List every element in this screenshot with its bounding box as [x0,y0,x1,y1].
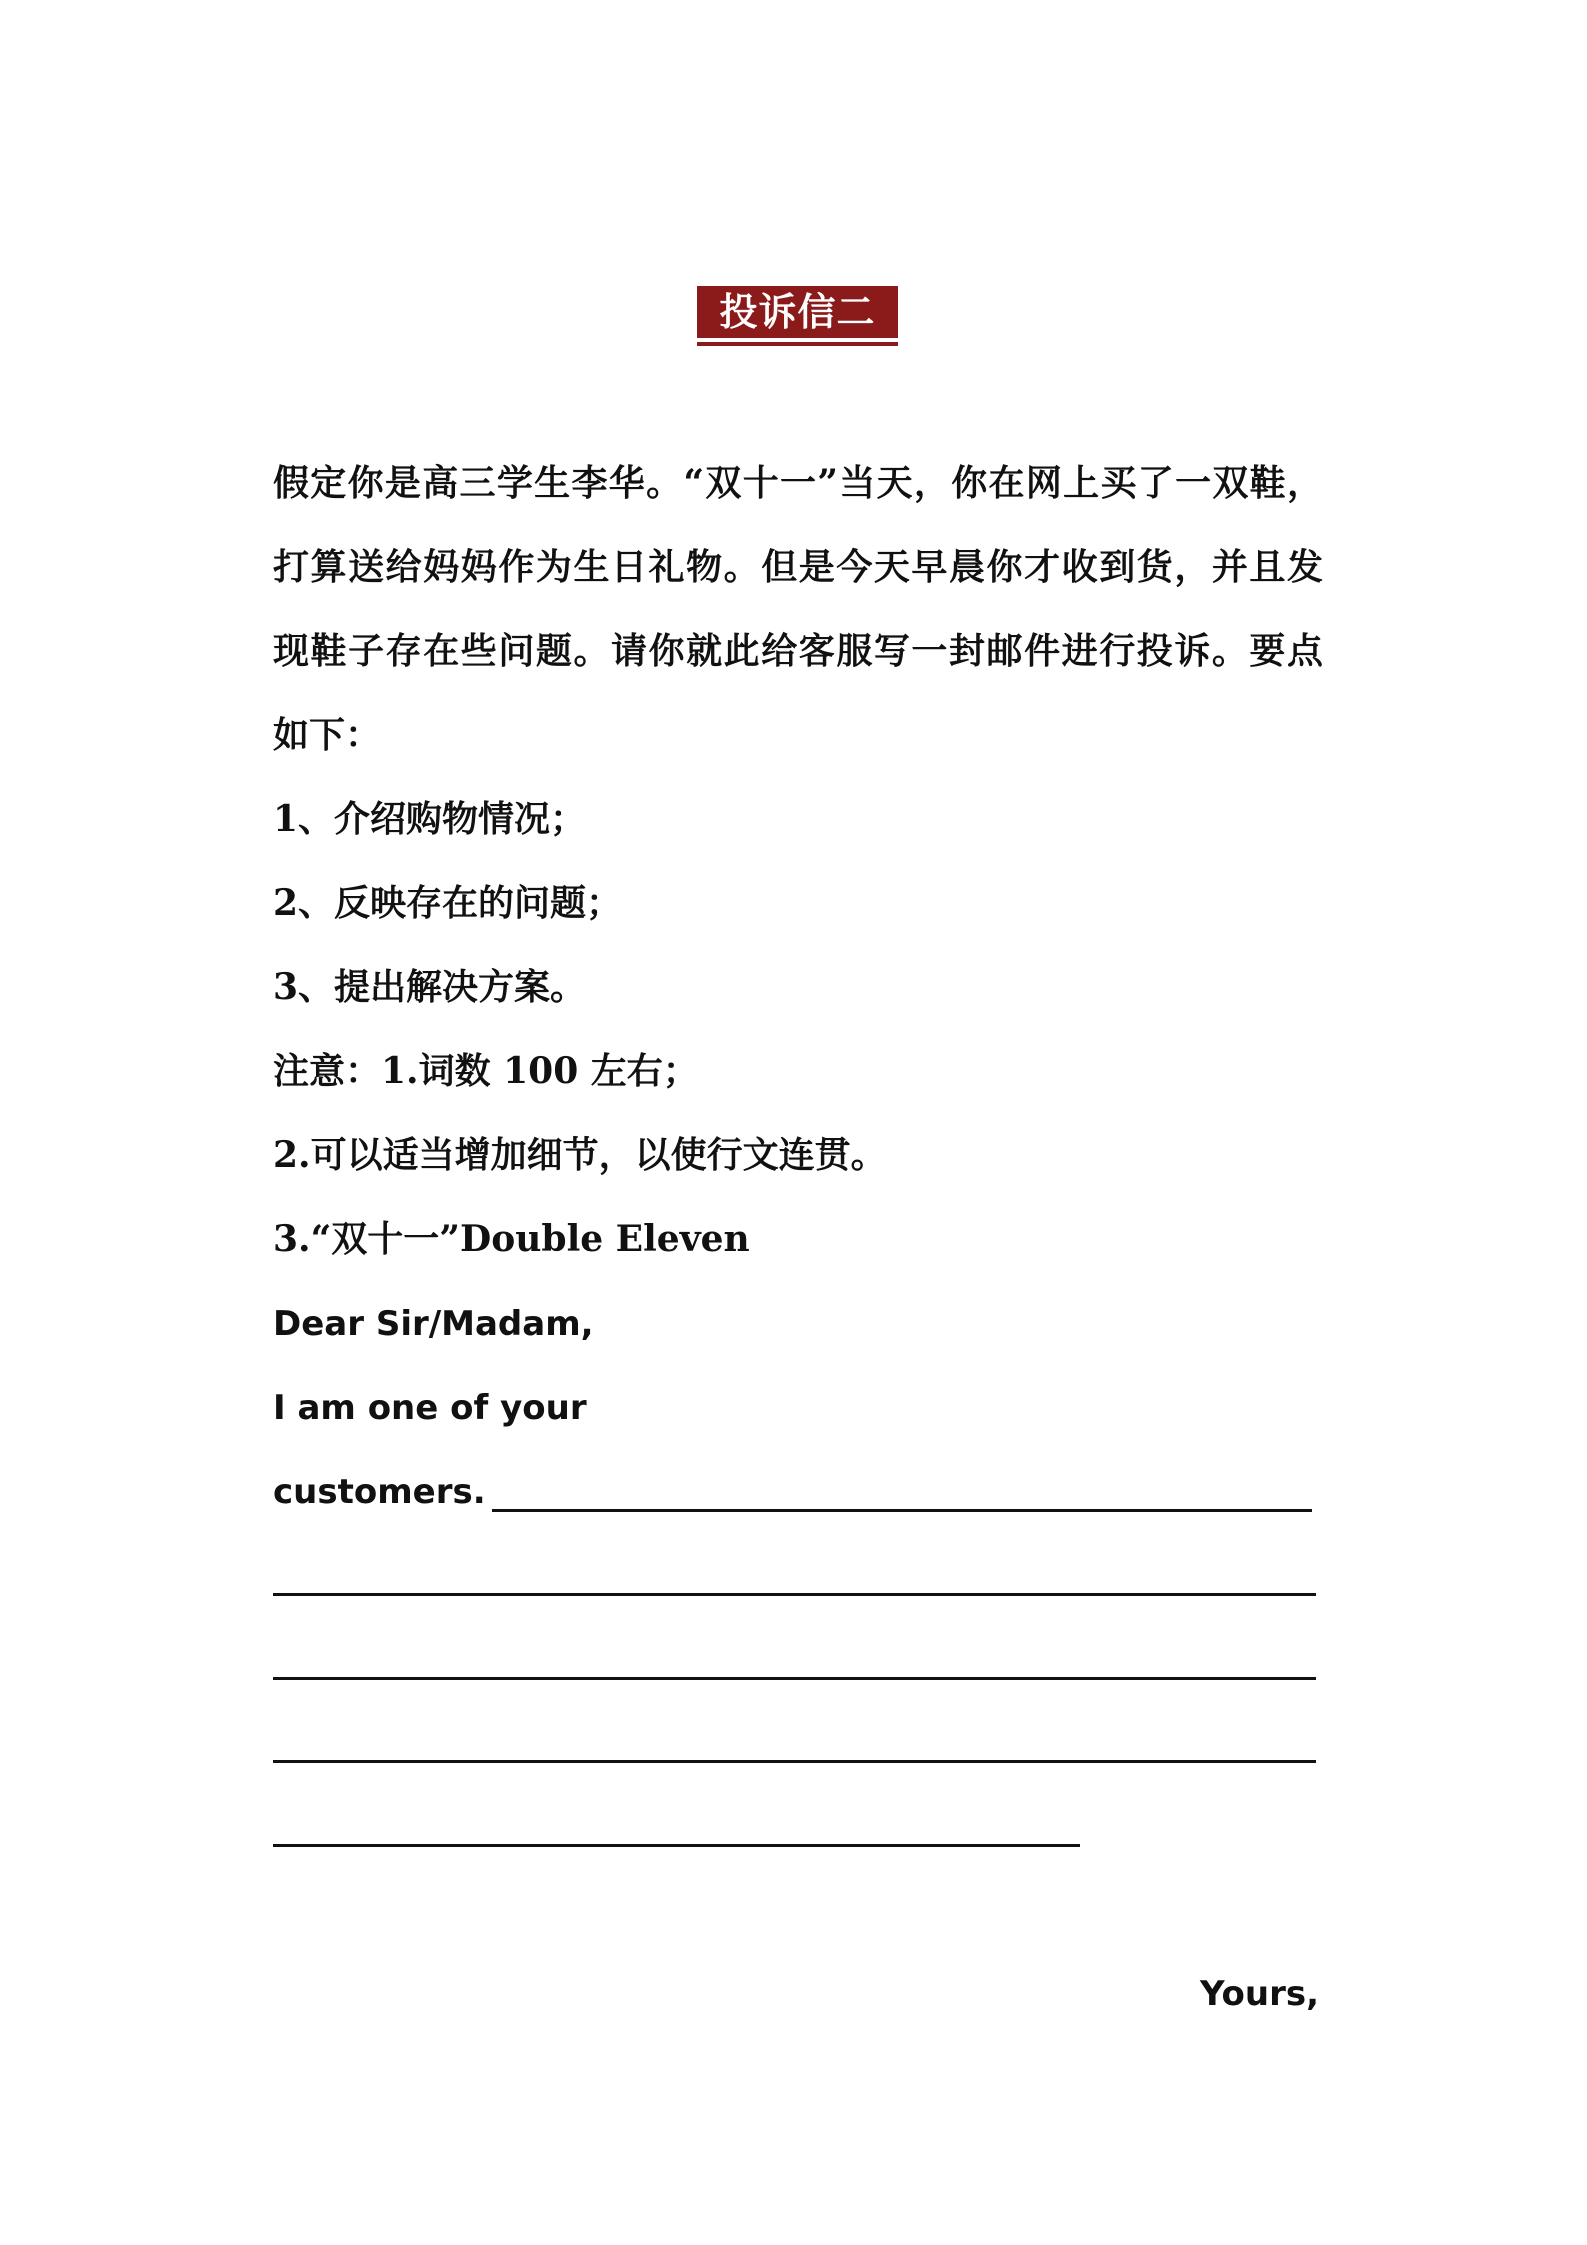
page-title: 投诉信二 [697,286,898,338]
title-underline [697,342,898,346]
opening-line-2: customers. [273,1472,486,1512]
writing-line-4[interactable] [273,1760,1316,1763]
point-3: 3、提出解决方案。 [273,966,587,1008]
title-banner [697,286,898,346]
prompt-line-4: 如下： [273,714,382,756]
prompt-line-1: 假定你是高三学生李华。“双十一”当天，你在网上买了一双鞋， [273,462,1323,504]
prompt-line-3: 现鞋子存在些问题。请你就此给客服写一封邮件进行投诉。要点 [273,630,1323,672]
prompt-line-2: 打算送给妈妈作为生日礼物。但是今天早晨你才收到货，并且发 [273,546,1323,588]
closing: Yours, [1200,1974,1319,2014]
note-3: 3.“双十一”Double Eleven [273,1218,750,1260]
salutation: Dear Sir/Madam, [273,1304,594,1344]
point-2: 2、反映存在的问题； [273,882,623,924]
writing-line-3[interactable] [273,1677,1316,1680]
writing-line-2[interactable] [273,1593,1316,1596]
note-1: 注意：1.词数 100 左右； [273,1050,699,1092]
opening-line-1: I am one of your [273,1388,587,1428]
writing-line-1[interactable] [492,1509,1312,1512]
note-2: 2.可以适当增加细节，以使行文连贯。 [273,1134,887,1176]
point-1: 1、介绍购物情况； [273,798,587,840]
writing-line-5[interactable] [273,1844,1080,1847]
